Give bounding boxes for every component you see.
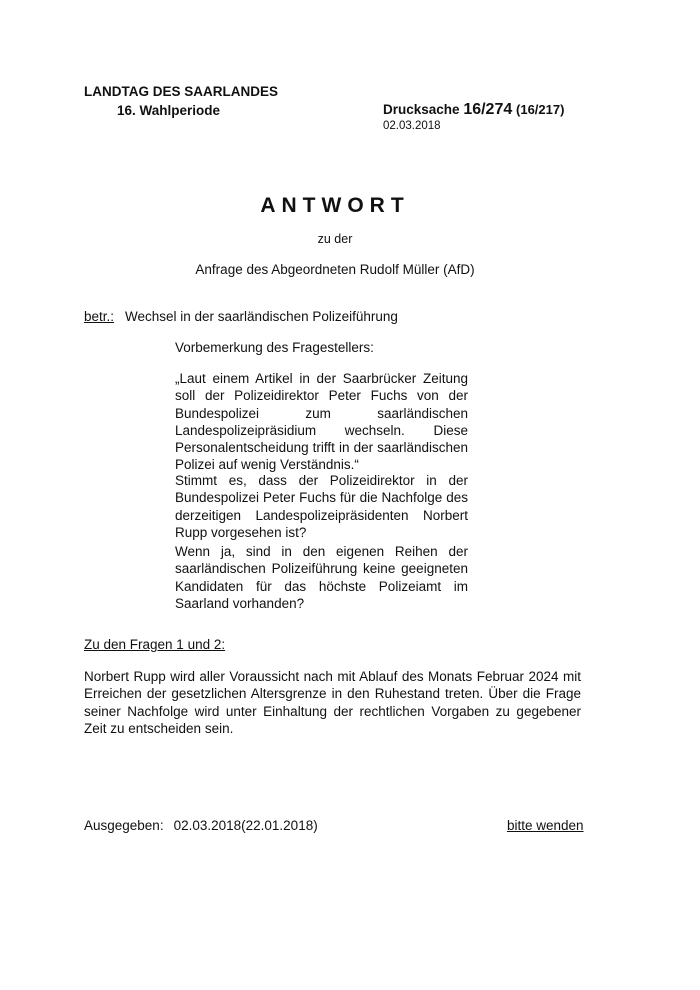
parliament-name: LANDTAG DES SAARLANDES bbox=[84, 84, 279, 99]
question-2: Wenn ja, sind in den eigenen Reihen der saarländischen Polizeiführung keine geeigneten Kandidaten für das höchste Polizeiamt im Saarland vorhanden? bbox=[175, 544, 468, 611]
subject-text: Wechsel in der saarländischen Polizeiführung bbox=[125, 309, 398, 324]
drucksache-reference bbox=[383, 101, 564, 119]
zu-der-text: zu der bbox=[317, 232, 353, 246]
issued-label: Ausgegeben: bbox=[84, 818, 164, 833]
answer-heading: Zu den Fragen 1 und 2: bbox=[84, 637, 226, 652]
preliminary-remark-quote: „Laut einem Artikel in der Saarbrücker Zeitung soll der Polizeidirektor Peter Fuchs von der Bundespolizei zum saarländischen Landespolizeipräsidium wechseln. Diese Personalentscheidung trifft in der saarländischen Polizei auf wenig Verständnis.“ bbox=[175, 371, 468, 473]
drucksache-label: Drucksache bbox=[383, 102, 460, 117]
inquiry-line: Anfrage des Abgeordneten Rudolf Müller (AfD) bbox=[195, 262, 475, 277]
subject-label: betr.: bbox=[84, 309, 115, 324]
answer-text: Norbert Rupp wird aller Voraussicht nach mit Ablauf des Monats Februar 2024 mit Erreichen der gesetzlichen Altersgrenze in den Ruhestand treten. Über die Frage seiner Nachfolge wird unter Einhaltung der rechtlichen Vorgaben zu gegebener Zeit zu entscheiden sein. bbox=[84, 669, 581, 736]
document-title: ANTWORT bbox=[260, 194, 410, 217]
legislative-period: 16. Wahlperiode bbox=[117, 103, 221, 118]
drucksache-number: 16/274 bbox=[463, 101, 513, 118]
document-date: 02.03.2018 bbox=[383, 120, 441, 132]
question-1: Stimmt es, dass der Polizeidirektor in der Bundespolizei Peter Fuchs für die Nachfolge des derzeitigen Landespolizeipräsidenten Norbert Rupp vorgesehen ist? bbox=[175, 473, 468, 540]
please-turn-over: bitte wenden bbox=[507, 818, 584, 833]
preliminary-remark-label: Vorbemerkung des Fragestellers: bbox=[175, 340, 374, 355]
issued-date: 02.03.2018(22.01.2018) bbox=[173, 818, 318, 833]
issued-line bbox=[84, 818, 318, 833]
drucksache-ref: (16/217) bbox=[516, 102, 565, 117]
